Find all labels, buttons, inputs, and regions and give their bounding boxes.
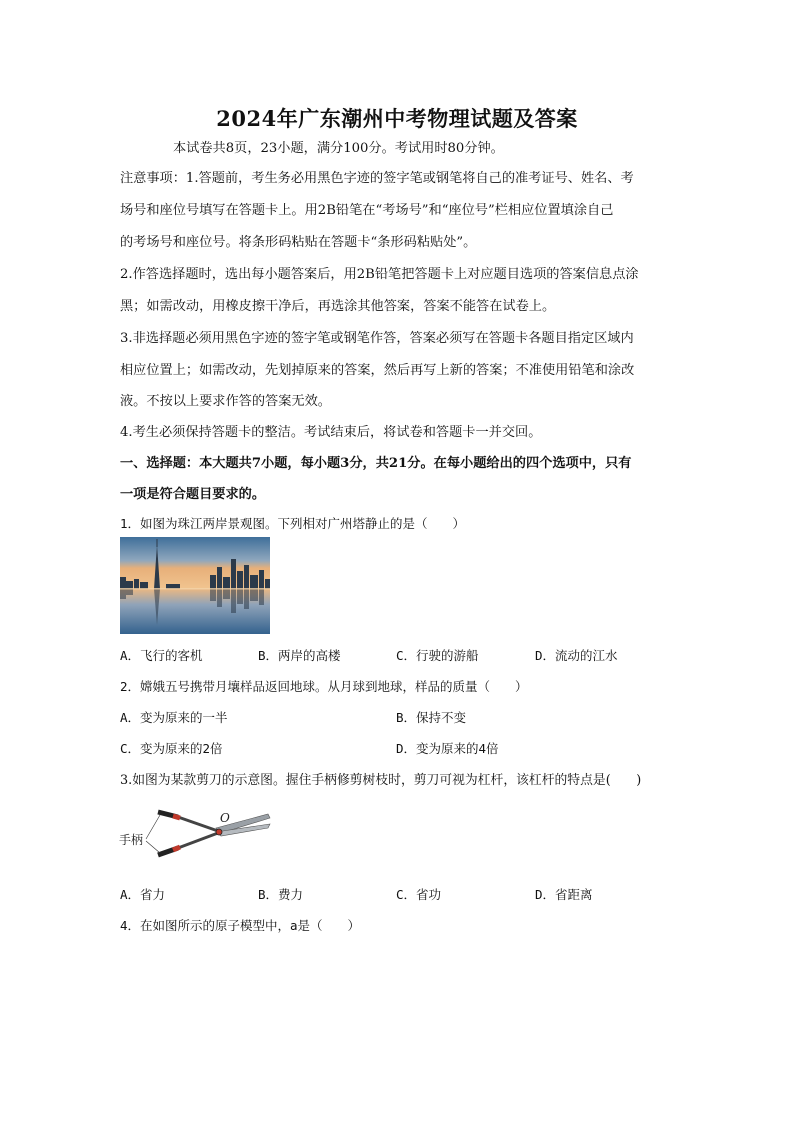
notice-line-4: 2.作答选择题时，选出每小题答案后，用2B铅笔把答题卡上对应题目选项的答案信息点涂 [120, 267, 639, 282]
notice-line-7: 相应位置上；如需改动，先划掉原来的答案，然后再写上新的答案；不准使用铅笔和涂改 [120, 363, 635, 378]
handle-label: 手柄 [119, 833, 144, 847]
q1-option-c: C．行驶的游船 [396, 648, 479, 663]
pearl-river-skyline-image [120, 537, 270, 634]
q3-option-d: D．省距离 [535, 887, 593, 902]
notice-line-3: 的考场号和座位号。将条形码粘贴在答题卡“条形码粘贴处”。 [120, 235, 477, 250]
shears-diagram [118, 806, 278, 868]
q3-option-b: B．费力 [258, 887, 304, 902]
q3-stem: 3.如图为某款剪刀的示意图。握住手柄修剪树枝时，剪刀可视为杠杆，该杠杆的特点是( ) [120, 773, 642, 788]
q1-stem: 1．如图为珠江两岸景观图。下列相对广州塔静止的是（ ） [120, 516, 466, 531]
q3-option-c: C．省功 [396, 887, 442, 902]
q2-option-d: D．变为原来的4倍 [396, 741, 499, 756]
q2-option-a: A．变为原来的一半 [120, 710, 228, 725]
exam-intro: 本试卷共8页，23小题，满分100分。考试用时80分钟。 [173, 141, 504, 156]
notice-line-8: 液。不按以上要求作答的答案无效。 [120, 394, 331, 409]
section-heading-line-2: 一项是符合题目要求的。 [120, 487, 266, 502]
pivot-label: O [220, 811, 230, 825]
q1-option-b: B．两岸的高楼 [258, 648, 341, 663]
pearl-river-photo [120, 537, 270, 634]
q1-option-d: D．流动的江水 [535, 648, 618, 663]
q1-option-a: A．飞行的客机 [120, 648, 203, 663]
q4-stem: 4．在如图所示的原子模型中，a是（ ） [120, 918, 361, 933]
notice-line-5: 黑；如需改动，用橡皮擦干净后，再选涂其他答案，答案不能答在试卷上。 [120, 299, 556, 314]
notice-line-2: 场号和座位号填写在答题卡上。用2B铅笔在“考场号”和“座位号”栏相应位置填涂自己 [120, 203, 614, 218]
hedge-shears-figure [118, 806, 278, 868]
q3-option-a: A．省力 [120, 887, 166, 902]
q2-stem: 2．嫦娥五号携带月壤样品返回地球。从月球到地球，样品的质量（ ） [120, 679, 528, 694]
notice-line-1: 注意事项：1.答题前，考生务必用黑色字迹的签字笔或钢笔将自己的准考证号、姓名、考 [120, 171, 634, 186]
q2-option-c: C．变为原来的2倍 [120, 741, 223, 756]
notice-line-6: 3.非选择题必须用黑色字迹的签字笔或钢笔作答，答案必须写在答题卡各题目指定区域内 [120, 331, 634, 346]
section-heading-line-1: 一、选择题：本大题共7小题，每小题3分，共21分。在每小题给出的四个选项中，只有 [120, 456, 632, 471]
q2-option-b: B．保持不变 [396, 710, 467, 725]
notice-line-9: 4.考生必须保持答题卡的整洁。考试结束后，将试卷和答题卡一并交回。 [120, 425, 542, 440]
page-title: 2024年广东潮州中考物理试题及答案 [216, 106, 578, 131]
